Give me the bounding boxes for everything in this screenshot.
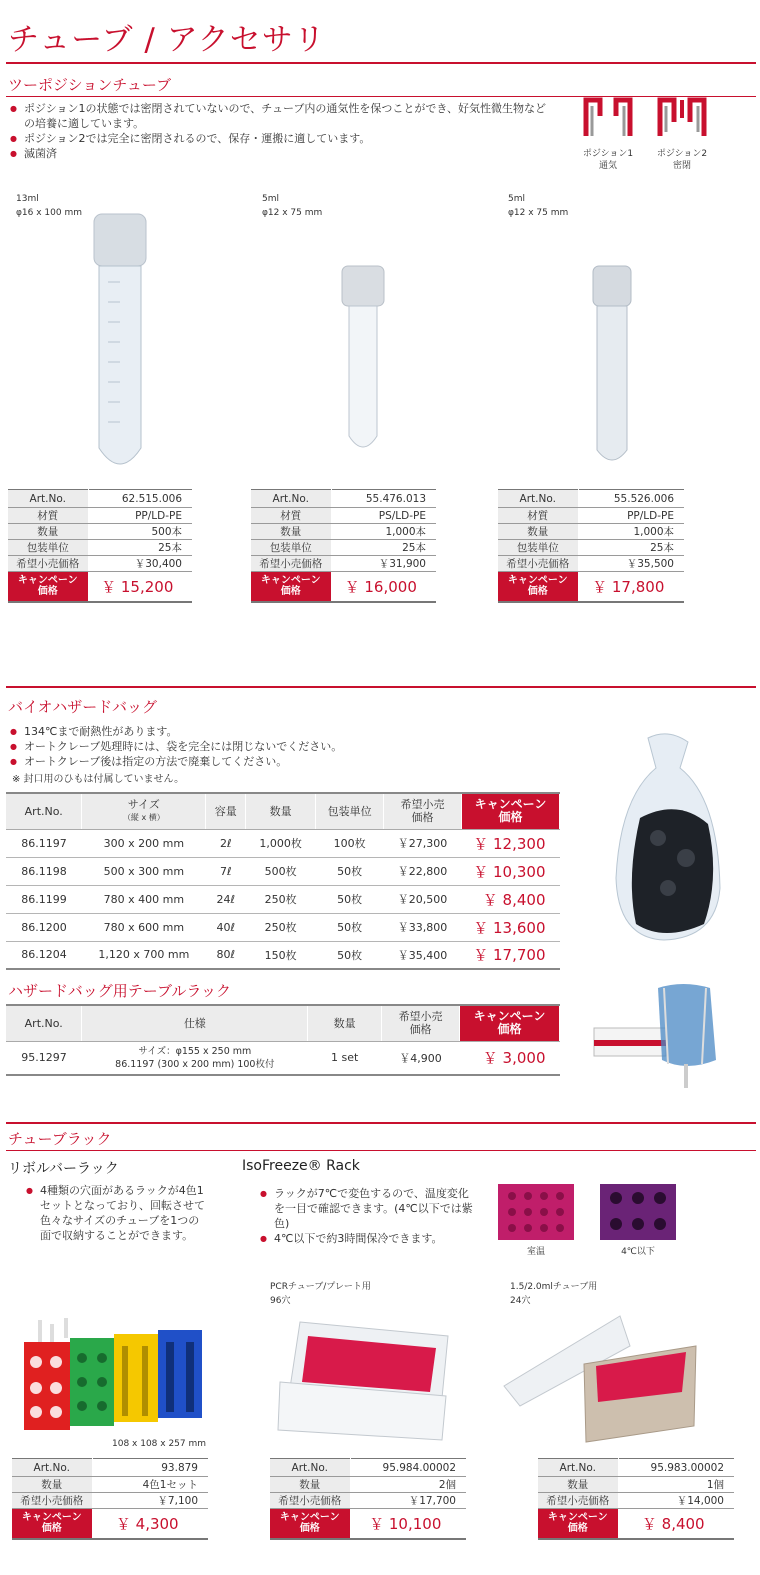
cell-list: ￥20,500 [384, 885, 462, 913]
cell-list: ￥22,800 [384, 857, 462, 885]
position1-caption [572, 148, 644, 172]
label-qty: 数量 [8, 524, 88, 540]
title-rule [6, 62, 756, 64]
isofreeze-rack-title: IsoFreeze® Rack [242, 1158, 360, 1174]
pack-value: 25本 [578, 540, 684, 556]
cell-size: 780 x 400 mm [82, 885, 206, 913]
label-campaign [538, 1509, 618, 1539]
cell-art: 86.1199 [6, 885, 82, 913]
product3-spec [508, 192, 568, 220]
col-size-label: サイズ [127, 798, 160, 812]
biohazard-bag-image [608, 728, 728, 948]
cell-size: 300 x 200 mm [82, 829, 206, 857]
campaign-label-line2: 価格 [567, 1523, 588, 1535]
cell-spec [82, 1041, 308, 1075]
pcr-spec-table [270, 1458, 466, 1540]
label-list-price: 希望小売価格 [270, 1493, 350, 1509]
product2-spec-table [251, 489, 436, 603]
label-art-no: Art.No. [251, 490, 331, 508]
table-row [6, 829, 560, 857]
page-title: チューブ / アクセサリ [8, 22, 326, 58]
campaign-label-line2: 価格 [41, 1523, 62, 1535]
label-list-price: 希望小売価格 [251, 556, 331, 572]
cell-art: 86.1198 [6, 857, 82, 885]
table-row [6, 941, 560, 969]
tube-rack-title: 1.5/2.0mlチューブ用 [510, 1282, 598, 1292]
label-material: 材質 [251, 508, 331, 524]
label-qty: 数量 [498, 524, 578, 540]
campaign-price-value: ￥ 4,300 [92, 1509, 208, 1539]
campaign-label-line1: キャンペーン [260, 575, 321, 587]
label-art-no: Art.No. [270, 1459, 350, 1477]
table-row [6, 913, 560, 941]
qty-value: 4色1セット [92, 1477, 208, 1493]
art-no-value: 95.984.00002 [350, 1459, 466, 1477]
label-list-price: 希望小売価格 [8, 556, 88, 572]
tube-5ml-ps-image [338, 264, 388, 458]
campaign-label-line1: キャンペーン [507, 575, 568, 587]
cell-art: 86.1200 [6, 913, 82, 941]
pack-value: 25本 [88, 540, 192, 556]
list-price-value: ￥14,000 [618, 1493, 734, 1509]
pcr-rack-image [270, 1312, 456, 1444]
spec-line2: 86.1197 (300 x 200 mm) 100枚付 [115, 1058, 275, 1070]
qty-value: 500本 [88, 524, 192, 540]
art-no-value: 95.983.00002 [618, 1459, 734, 1477]
feature-item: ● ポジション2では完全に密閉されるので、保存・運搬に適しています。 [8, 131, 553, 146]
label-campaign [251, 572, 331, 602]
section-title-two-position-tube: ツーポジションチューブ [8, 76, 172, 94]
section-title-table-rack: ハザードバッグ用テーブルラック [8, 982, 232, 1000]
position2-caption [646, 148, 718, 172]
product3-spec-table [498, 489, 684, 603]
label-art-no: Art.No. [12, 1459, 92, 1477]
col-camp-line2: 価格 [497, 1022, 522, 1037]
table-rack-image [588, 980, 738, 1092]
section-rule-biohazard [6, 686, 756, 688]
cell-qty: 250枚 [246, 885, 316, 913]
material-value: PS/LD-PE [331, 508, 436, 524]
bag-features-list [8, 724, 568, 769]
campaign-label-line2: 価格 [299, 1523, 320, 1535]
cell-list: ￥4,900 [382, 1041, 460, 1075]
isofreeze-features-list [258, 1186, 478, 1246]
cell-size: 780 x 600 mm [82, 913, 206, 941]
revolver-features-list [24, 1183, 208, 1243]
cell-list: ￥27,300 [384, 829, 462, 857]
product3-size: φ12 x 75 mm [508, 208, 569, 218]
art-no-value: 55.476.013 [331, 490, 436, 508]
label-pack: 包装単位 [498, 540, 578, 556]
label-pack: 包装単位 [251, 540, 331, 556]
table-rack-table [6, 1004, 560, 1076]
list-price-value: ￥31,900 [331, 556, 436, 572]
label-art-no: Art.No. [538, 1459, 618, 1477]
campaign-price-value: ￥ 8,400 [618, 1509, 734, 1539]
col-campaign-price [461, 793, 559, 829]
product1-spec-table [8, 489, 192, 603]
spec-line1: サイズ：φ155 x 250 mm [138, 1045, 252, 1057]
material-value: PP/LD-PE [88, 508, 192, 524]
table-row [6, 1041, 560, 1075]
tube-rack-sub: 24穴 [510, 1296, 531, 1306]
product1-volume: 13ml [16, 194, 39, 204]
col-spec: 仕様 [82, 1005, 308, 1041]
section-title-biohazard-bag: バイオハザードバッグ [8, 698, 157, 716]
cell-camp: ￥ 8,400 [461, 885, 559, 913]
feature-item: ● 134℃まで耐熱性があります。 [8, 724, 568, 739]
label-material: 材質 [498, 508, 578, 524]
tube-13ml-image [90, 212, 150, 474]
label-material: 材質 [8, 508, 88, 524]
col-size-sub: （縦 x 横） [122, 813, 165, 823]
campaign-label-line2: 価格 [280, 586, 301, 598]
col-list-line2: 価格 [411, 811, 434, 825]
cap-position2-diagram [652, 92, 712, 138]
position2-sub: 密閉 [672, 161, 691, 171]
campaign-label-line1: キャンペーン [17, 575, 78, 587]
table-row [6, 885, 560, 913]
cell-cap: 7ℓ [206, 857, 246, 885]
list-price-value: ￥35,500 [578, 556, 684, 572]
cell-art: 86.1197 [6, 829, 82, 857]
label-campaign [8, 572, 88, 602]
cell-pack: 100枚 [316, 829, 384, 857]
feature-item: ● 滅菌済 [8, 146, 553, 161]
col-pack: 包装単位 [316, 793, 384, 829]
revolver-rack-image [20, 1302, 206, 1434]
section-rule [6, 1150, 756, 1151]
campaign-label-line1: キャンペーン [21, 1512, 82, 1524]
feature-item: ● ポジション1の状態では密閉されていないので、チューブ内の通気性を保つことができ、好気性微生物などの培養に適しています。 [8, 101, 553, 131]
col-capacity: 容量 [206, 793, 246, 829]
revolver-spec-table [12, 1458, 208, 1540]
campaign-price-value: ￥ 17,800 [578, 572, 684, 602]
campaign-label-line1: キャンペーン [547, 1512, 608, 1524]
pack-value: 25本 [331, 540, 436, 556]
label-qty: 数量 [538, 1477, 618, 1493]
tube-features-list [8, 101, 553, 161]
isofreeze-cold-swatch [600, 1184, 676, 1240]
list-price-value: ￥30,400 [88, 556, 192, 572]
art-no-value: 55.526.006 [578, 490, 684, 508]
cell-pack: 50枚 [316, 913, 384, 941]
col-list-line2: 価格 [409, 1023, 432, 1037]
label-campaign [270, 1509, 350, 1539]
pcr-rack-spec [270, 1280, 371, 1308]
cell-art: 86.1204 [6, 941, 82, 969]
cell-qty: 150枚 [246, 941, 316, 969]
art-no-value: 93.879 [92, 1459, 208, 1477]
revolver-dims: 108 x 108 x 257 mm [112, 1439, 207, 1449]
cell-qty: 1,000枚 [246, 829, 316, 857]
label-list-price: 希望小売価格 [538, 1493, 618, 1509]
table-row [6, 857, 560, 885]
label-campaign [498, 572, 578, 602]
cell-camp: ￥ 12,300 [461, 829, 559, 857]
label-campaign [12, 1509, 92, 1539]
col-size [82, 793, 206, 829]
cell-list: ￥35,400 [384, 941, 462, 969]
feature-item: ● ラックが7℃で変色するので、温度変化を一目で確認できます。(4℃以下では紫色) [258, 1186, 478, 1231]
cell-qty: 250枚 [246, 913, 316, 941]
cell-qty: 500枚 [246, 857, 316, 885]
campaign-price-value: ￥ 16,000 [331, 572, 436, 602]
feature-item: ● 4種類の穴面があるラックが4色1セットとなっており、回転させて色々なサイズのチューブを1つの面で収納することができます。 [24, 1183, 208, 1243]
cell-camp: ￥ 17,700 [461, 941, 559, 969]
cold-caption: 4℃以下 [621, 1247, 655, 1257]
label-pack: 包装単位 [8, 540, 88, 556]
col-art-no: Art.No. [6, 1005, 82, 1041]
campaign-price-value: ￥ 15,200 [88, 572, 192, 602]
revolver-rack-title: リボルバーラック [8, 1161, 119, 1177]
qty-value: 1,000本 [578, 524, 684, 540]
qty-value: 1,000本 [331, 524, 436, 540]
product1-spec [16, 192, 82, 220]
col-list-line1: 希望小売 [400, 798, 445, 812]
art-no-value: 62.515.006 [88, 490, 192, 508]
product1-size: φ16 x 100 mm [16, 208, 83, 218]
feature-item: ● オートクレーブ処理時には、袋を完全には閉じないでください。 [8, 739, 568, 754]
col-campaign-price [460, 1005, 560, 1041]
cell-size: 1,120 x 700 mm [82, 941, 206, 969]
room-temp-caption: 室温 [526, 1247, 545, 1257]
tube-5ml-pp-image [590, 264, 634, 470]
cell-cap: 24ℓ [206, 885, 246, 913]
cell-pack: 50枚 [316, 885, 384, 913]
cell-art: 95.1297 [6, 1041, 82, 1075]
col-camp-line2: 価格 [498, 810, 523, 825]
cell-pack: 50枚 [316, 857, 384, 885]
tube-rack-spec [510, 1280, 597, 1308]
list-price-value: ￥17,700 [350, 1493, 466, 1509]
product2-volume: 5ml [262, 194, 279, 204]
position2-label: ポジション2 [656, 149, 708, 159]
section-rule [6, 96, 756, 97]
cell-cap: 40ℓ [206, 913, 246, 941]
feature-item: ● オートクレーブ後は指定の方法で廃棄してください。 [8, 754, 568, 769]
section-rule-tube-rack [6, 1122, 756, 1124]
cell-list: ￥33,800 [384, 913, 462, 941]
section-title-tube-rack: チューブラック [8, 1130, 112, 1148]
pcr-rack-sub: 96穴 [270, 1296, 291, 1306]
col-list-line1: 希望小売 [398, 1010, 443, 1024]
list-price-value: ￥7,100 [92, 1493, 208, 1509]
product2-spec [262, 192, 322, 220]
product3-volume: 5ml [508, 194, 525, 204]
col-camp-line1: キャンペーン [474, 797, 547, 812]
col-qty: 数量 [308, 1005, 382, 1041]
isofreeze-room-temp-swatch [498, 1184, 574, 1240]
label-art-no: Art.No. [498, 490, 578, 508]
feature-item: ● 4℃以下で約3時間保冷できます。 [258, 1231, 478, 1246]
cell-pack: 50枚 [316, 941, 384, 969]
label-list-price: 希望小売価格 [12, 1493, 92, 1509]
campaign-label-line2: 価格 [527, 586, 548, 598]
label-art-no: Art.No. [8, 490, 88, 508]
tube-24-rack-image [500, 1306, 700, 1446]
material-value: PP/LD-PE [578, 508, 684, 524]
cell-qty: 1 set [308, 1041, 382, 1075]
col-camp-line1: キャンペーン [473, 1009, 546, 1024]
biohazard-bag-table [6, 792, 560, 970]
label-qty: 数量 [251, 524, 331, 540]
pcr-rack-title: PCRチューブ/プレート用 [270, 1282, 371, 1292]
qty-value: 2個 [350, 1477, 466, 1493]
position1-label: ポジション1 [582, 149, 634, 159]
cell-camp: ￥ 13,600 [461, 913, 559, 941]
label-qty: 数量 [12, 1477, 92, 1493]
label-list-price: 希望小売価格 [498, 556, 578, 572]
cell-cap: 2ℓ [206, 829, 246, 857]
campaign-label-line2: 価格 [37, 586, 58, 598]
qty-value: 1個 [618, 1477, 734, 1493]
col-list-price [384, 793, 462, 829]
col-list-price [382, 1005, 460, 1041]
tube-rack-spec-table [538, 1458, 734, 1540]
col-art-no: Art.No. [6, 793, 82, 829]
campaign-label-line1: キャンペーン [279, 1512, 340, 1524]
col-qty: 数量 [246, 793, 316, 829]
cell-camp: ￥ 3,000 [460, 1041, 560, 1075]
position1-sub: 通気 [598, 161, 617, 171]
label-qty: 数量 [270, 1477, 350, 1493]
cap-position1-diagram [578, 92, 638, 138]
campaign-price-value: ￥ 10,100 [350, 1509, 466, 1539]
product2-size: φ12 x 75 mm [262, 208, 323, 218]
bag-note: ※ 封口用のひもは付属していません。 [12, 774, 185, 785]
cell-camp: ￥ 10,300 [461, 857, 559, 885]
cell-size: 500 x 300 mm [82, 857, 206, 885]
cell-cap: 80ℓ [206, 941, 246, 969]
